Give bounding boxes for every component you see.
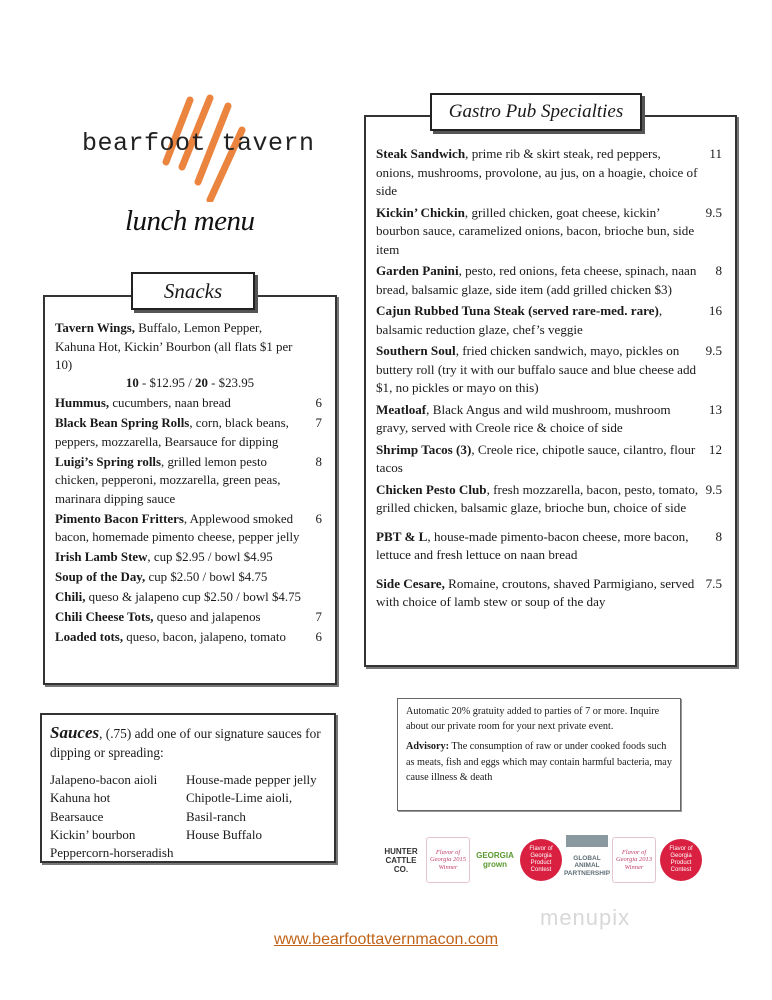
- item-price: 6: [315, 630, 322, 644]
- item-description: , Black Angus and wild mushroom, mushroom gravy, served with Creole rice & choice of side: [376, 401, 671, 435]
- menu-item: [55, 394, 325, 413]
- sauce-item: Jalapeno-bacon aioli: [50, 772, 158, 787]
- sauce-item: Kickin’ bourbon: [50, 826, 136, 842]
- sauce-item: House Buffalo: [186, 826, 262, 842]
- item-description: queso and jalapenos: [153, 610, 261, 624]
- item-name: Cajun Rubbed Tuna Steak (served rare-med. rare): [376, 303, 659, 318]
- menu-item: [55, 319, 325, 375]
- item-name: Luigi’s Spring rolls: [55, 454, 162, 469]
- item-name: Shrimp Tacos (3): [376, 441, 472, 457]
- item-description: , cup $2.95 / bowl $4.95: [147, 550, 273, 564]
- sauce-item: Peppercorn-horseradish: [50, 845, 174, 861]
- snacks-list: [55, 319, 325, 648]
- wing-price-part: - $23.95: [207, 376, 255, 390]
- global-animal-logo: GLOBAL ANIMAL PARTNERSHIP: [566, 835, 608, 885]
- website-link[interactable]: www.bearfoottavernmacon.com: [273, 931, 499, 948]
- item-name: Pimento Bacon Fritters: [55, 511, 184, 526]
- sauce-item: Bearsauce: [50, 808, 104, 824]
- sauce-item: Basil-ranch: [186, 808, 246, 824]
- menu-item: [376, 204, 725, 260]
- snacks-title: Snacks: [131, 272, 255, 310]
- item-description: queso, bacon, jalapeno, tomato: [123, 630, 286, 644]
- item-name: Chili Cheese Tots,: [55, 610, 154, 624]
- wing-price-part: 20: [195, 376, 208, 390]
- brand-name: bearfoot tavern: [82, 129, 315, 158]
- menu-item: [376, 342, 725, 398]
- item-name: Southern Soul: [376, 343, 456, 358]
- menu-item: [376, 575, 725, 612]
- item-name: Kickin’ Chickin: [376, 204, 465, 220]
- menu-item: [55, 568, 325, 587]
- wing-pricing: [55, 374, 325, 393]
- menu-item: [376, 528, 725, 565]
- partner-badges: [380, 830, 702, 890]
- item-description: , Applewood smoked bacon, homemade pimento cheese, pepper jelly: [55, 511, 300, 544]
- item-description: , grilled lemon pesto chicken, pepperoni, mozzarella, green peas, marinara dipping sauce: [55, 454, 281, 506]
- item-price: 9.5: [705, 204, 722, 220]
- sauce-item: Chipotle-Lime aioli,: [186, 790, 293, 806]
- item-price: 13: [708, 401, 722, 417]
- snacks-section: [43, 295, 337, 685]
- sauce-column-2: [186, 771, 317, 844]
- item-price: 16: [708, 303, 722, 318]
- menu-item: [55, 628, 325, 647]
- menu-item: [55, 414, 325, 451]
- sauce-column-1: [50, 771, 173, 862]
- advisory-text: The consumption of raw or under cooked foods such as meats, fish and eggs which may contain harmful bacteria, may cause illness & death: [406, 741, 672, 783]
- menu-item: [376, 262, 725, 299]
- flavor-of-georgia-2013-logo: Flavor of Georgia 2013 Winner: [612, 837, 656, 883]
- item-name: Meatloaf: [376, 401, 427, 417]
- item-description: Romaine, croutons, shaved Parmigiano, served with choice of lamb stew or soup of the day: [376, 575, 695, 609]
- item-description: , fried chicken sandwich, mayo, pickles on buttery roll (try it with our buffalo sauce and blue cheese add $1, no pickles or mayo on this): [376, 343, 697, 395]
- item-description: cup $2.50 / bowl $4.75: [145, 570, 268, 584]
- item-name: PBT & L: [376, 528, 428, 544]
- item-description: , prime rib & skirt steak, red peppers, onions, mushrooms, provolone, au jus, on a hoagie, choice of side: [376, 146, 698, 198]
- flavor-of-georgia-2015-logo: Flavor of Georgia 2015 Winner: [426, 837, 470, 883]
- menu-item: [376, 481, 725, 518]
- item-description: , balsamic reduction glaze, chef’s veggie: [376, 303, 663, 337]
- sauces-intro: , (.75) add one of our signature sauces for dipping or spreading:: [50, 726, 321, 760]
- item-price: 8: [715, 263, 722, 278]
- menu-item: [376, 441, 725, 478]
- item-description: Buffalo, Lemon Pepper, Kahuna Hot, Kickin’ Bourbon (all flats $1 per 10): [55, 321, 293, 372]
- menu-item: [55, 510, 325, 547]
- menu-item: [55, 453, 325, 509]
- item-description: cucumbers, naan bread: [109, 396, 231, 410]
- georgia-grown-logo: GEORGIA grown: [476, 851, 514, 869]
- menu-item: [55, 548, 325, 567]
- advisory-label: Advisory:: [406, 741, 450, 753]
- item-price: 11: [709, 146, 722, 161]
- item-name: Tavern Wings,: [55, 321, 135, 335]
- item-description: , grilled chicken, goat cheese, kickin’ bourbon sauce, caramelized onions, bacon, brioche bun, side item: [376, 204, 695, 257]
- item-description: , fresh mozzarella, bacon, pesto, tomato, grilled chicken, balsamic glaze, brioche bun, choice of side: [376, 481, 699, 515]
- item-name: Chicken Pesto Club: [376, 481, 487, 497]
- sauces-intro-line: [50, 723, 326, 762]
- item-price: 8: [315, 454, 322, 469]
- menu-item: [376, 401, 725, 438]
- sauces-title: Sauces: [50, 723, 100, 742]
- item-name: Loaded tots,: [55, 630, 124, 644]
- wing-price-part: - $12.95 /: [138, 376, 196, 390]
- item-name: Chili,: [55, 590, 86, 604]
- item-description: , pesto, red onions, feta cheese, spinach, naan bread, balsamic glaze, side item (add grilled chicken $3): [376, 263, 697, 297]
- item-name: Soup of the Day,: [55, 570, 146, 584]
- product-contest-seal: Flavor of Georgia Product Contest: [660, 839, 702, 881]
- item-price: 7: [315, 610, 322, 624]
- gastro-list: [376, 145, 725, 615]
- sauce-item: House-made pepper jelly: [186, 772, 317, 787]
- item-price: 8: [715, 528, 722, 544]
- item-name: Steak Sandwich: [376, 146, 466, 161]
- menu-item: [55, 588, 325, 607]
- menu-item: [55, 608, 325, 627]
- item-description: , corn, black beans, peppers, mozzarella, Bearsauce for dipping: [55, 416, 289, 449]
- item-description: queso & jalapeno cup $2.50 / bowl $4.75: [85, 590, 301, 604]
- wing-price-part: 10: [125, 376, 139, 390]
- item-price: 6: [315, 511, 322, 526]
- notice-box: [397, 698, 681, 811]
- item-price: 12: [708, 441, 722, 457]
- sauce-item: Kahuna hot: [50, 790, 111, 806]
- sauces-section: [40, 713, 336, 863]
- item-price: 9.5: [705, 343, 722, 358]
- item-price: 7.5: [705, 575, 722, 591]
- product-contest-seal: Flavor of Georgia Product Contest: [520, 839, 562, 881]
- item-name: Side Cesare,: [376, 575, 445, 591]
- bearfoot-tavern-logo: [82, 92, 322, 202]
- item-price: 6: [315, 396, 322, 410]
- menu-subtitle: lunch menu: [125, 205, 255, 237]
- gastro-section: [364, 115, 737, 667]
- item-name: Garden Panini: [376, 263, 459, 278]
- item-name: Black Bean Spring Rolls: [55, 416, 190, 430]
- item-name: Hummus,: [55, 396, 110, 410]
- gastro-title: Gastro Pub Specialties: [430, 93, 642, 131]
- gratuity-note: Automatic 20% gratuity added to parties of 7 or more. Inquire about our private room for your next private event.: [406, 706, 660, 733]
- item-price: 9.5: [705, 481, 722, 497]
- item-price: 7: [315, 416, 322, 430]
- hunter-cattle-logo: HUNTER CATTLE CO.: [384, 846, 418, 874]
- menu-item: [376, 302, 725, 339]
- item-name: Irish Lamb Stew: [55, 550, 148, 564]
- watermark: menupix: [540, 905, 631, 930]
- menu-item: [376, 145, 725, 201]
- advisory-note: [406, 739, 672, 785]
- item-description: , Creole rice, chipotle sauce, cilantro, flour tacos: [376, 441, 696, 475]
- item-description: , house-made pimento-bacon cheese, more bacon, lettuce and fresh lettuce on naan bread: [376, 528, 689, 562]
